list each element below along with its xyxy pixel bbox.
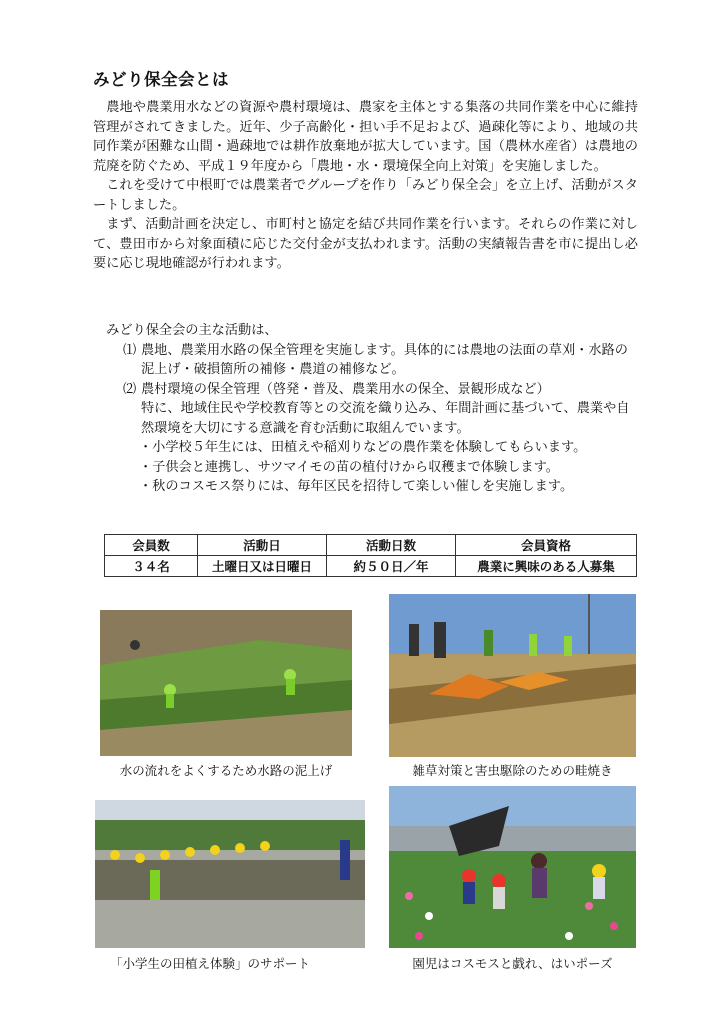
intro-text [93, 98, 638, 274]
page-title: みどり保全会とは [93, 70, 229, 89]
table-header-cell: 会員数 [105, 535, 198, 556]
photo-ditch-clearing [100, 610, 352, 756]
table-cell: 農業に興味のある人募集 [456, 556, 637, 577]
membership-table [104, 534, 637, 577]
bullet-item: ・秋のコスモス祭りには、毎年区民を招待して楽しい催しを実施します。 [139, 479, 574, 494]
photo-ridge-burning [389, 594, 636, 757]
photo-rice-planting [95, 800, 365, 948]
table-header-cell: 活動日数 [327, 535, 456, 556]
activity-text: 農村環境の保全管理（啓発・普及、農業用水の保全、景観形成など） [141, 381, 550, 397]
activity-number: ⑵ [123, 381, 137, 397]
bullet-item: ・子供会と連携し、サツマイモの苗の植付けから収穫まで体験します。 [139, 459, 559, 475]
table-cell: 土曜日又は日曜日 [198, 556, 327, 577]
table-header-cell: 会員資格 [456, 535, 637, 556]
photo-caption: 「小学生の田植え体験」のサポート [109, 956, 310, 971]
photo-caption: 水の流れをよくするため水路の泥上げ [119, 763, 333, 778]
bullet-item: ・小学校５年生には、田植えや稲刈りなどの農作業を体験してもらいます。 [139, 440, 587, 455]
photo-caption: 雑草対策と害虫駆除のための畦焼き [412, 763, 613, 778]
table-cell: 約５０日／年 [327, 556, 456, 577]
table-row [105, 556, 637, 577]
table-cell: ３４名 [105, 556, 198, 577]
activity-2-description: 特に、地域住民や学校教育等との交流を織り込み、年間計画に基づいて、農業や自然環境を大切にする意識を育む活動に取組んでいます。 [141, 401, 630, 436]
activity-item-2 [123, 380, 638, 400]
photo-caption: 園児はコスモスと戯れ、はいポーズ [412, 956, 613, 971]
table-header-cell: 活動日 [198, 535, 327, 556]
activity-number: ⑴ [123, 342, 137, 358]
activity-item-1 [123, 341, 638, 380]
activity-text: 農地、農業用水路の保全管理を実施します。具体的には農地の法面の草刈・水路の泥上げ・破損箇所の補修・農道の補修など。 [141, 342, 628, 377]
paragraph-2: これを受けて中根町では農業者でグループを作り「みどり保全会」を立上げ、活動がスタートしました。 [93, 178, 638, 213]
photo-cosmos-children [389, 786, 636, 948]
activities-section [93, 321, 638, 497]
activities-intro: みどり保全会の主な活動は、 [106, 323, 278, 338]
table-header-row [105, 535, 637, 556]
paragraph-1: 農地や農業用水などの資源や農村環境は、農家を主体とする集落の共同作業を中心に維持管理がされてきました。近年、少子高齢化・担い手不足および、過疎化等により、地域の共同作業が困難な山間・過疎地では耕作放棄地が拡大しています。国（農林水産省）は農地の荒廃を防ぐため、平成１９年度から「農地・水・環境保全向上対策」を実施しました。 [93, 100, 638, 174]
paragraph-3: まず、活動計画を決定し、市町村と協定を結び共同作業を行います。それらの作業に対して、豊田市から対象面積に応じた交付金が支払われます。活動の実績報告書を市に提出し必要に応じ現地確認が行われます。 [93, 217, 638, 271]
